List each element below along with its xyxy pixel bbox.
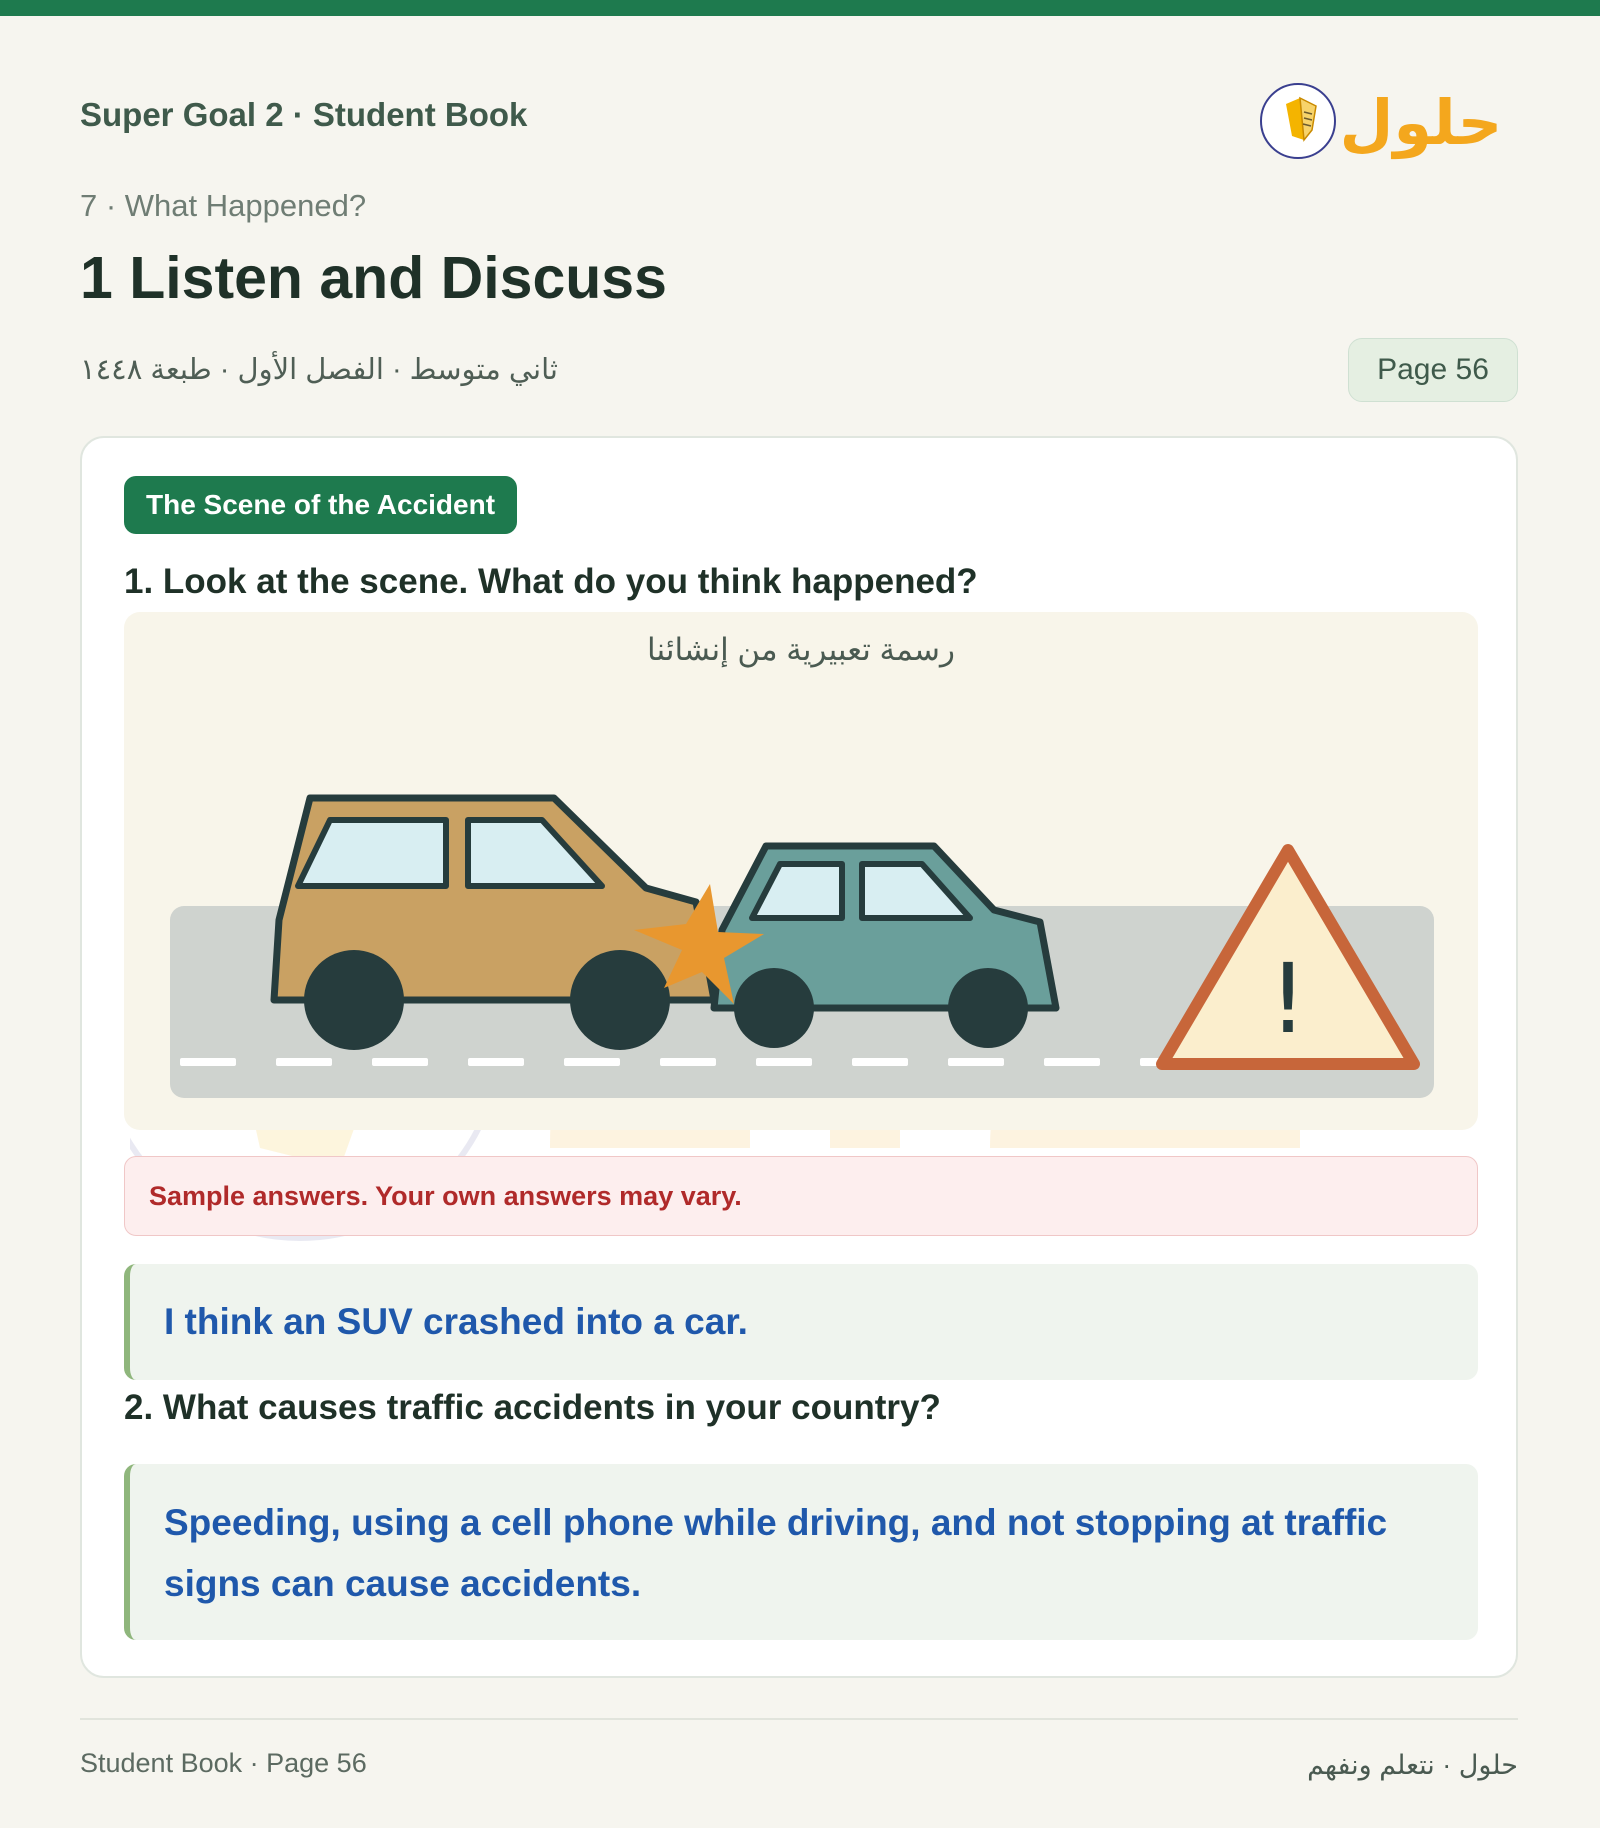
- exercise-card: [80, 436, 1518, 1678]
- answer-1: I think an SUV crashed into a car.: [124, 1264, 1478, 1380]
- unit-label: 7 · What Happened?: [80, 188, 367, 223]
- section-label: The Scene of the Accident: [124, 476, 517, 534]
- answer-2: Speeding, using a cell phone while driving, and not stopping at traffic signs can cause accidents.: [124, 1464, 1478, 1640]
- book-title: Super Goal 2 · Student Book: [80, 96, 528, 133]
- footer-brand: حلول · نتعلم ونفهم: [1307, 1750, 1518, 1780]
- footer-divider: [80, 1718, 1518, 1720]
- question-2: 2. What causes traffic accidents in your country?: [124, 1388, 941, 1427]
- question-1: 1. Look at the scene. What do you think happened?: [124, 562, 978, 601]
- top-accent-bar: [0, 0, 1600, 16]
- accident-scene-illustration: [124, 612, 1478, 1130]
- logo: [1256, 62, 1508, 172]
- page-title: 1 Listen and Discuss: [80, 245, 667, 311]
- page-badge: Page 56: [1348, 338, 1518, 402]
- scene-caption: رسمة تعبيرية من إنشائنا: [647, 632, 955, 667]
- grade-term-edition: ثاني متوسط · الفصل الأول · طبعة ١٤٤٨: [80, 354, 558, 386]
- sample-answers-note: Sample answers. Your own answers may vary.: [124, 1156, 1478, 1236]
- logo-text: حلول: [1339, 86, 1503, 159]
- svg-text:!: !: [1268, 943, 1308, 1055]
- footer-page-label: Student Book · Page 56: [80, 1748, 367, 1778]
